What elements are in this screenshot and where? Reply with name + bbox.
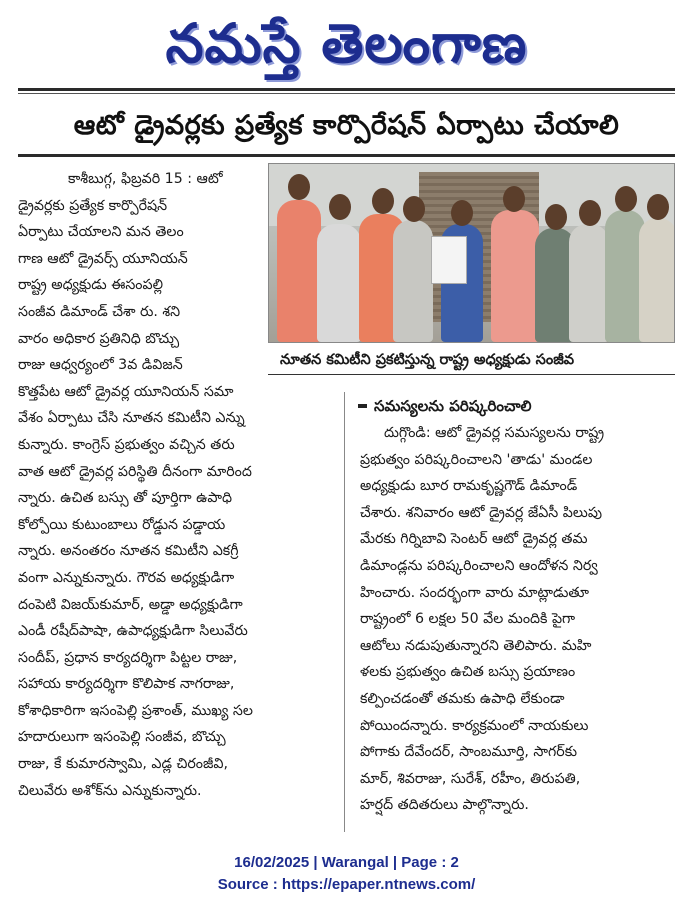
- photo-person: [277, 200, 321, 342]
- footer-source: Source : https://epaper.ntnews.com/: [217, 876, 476, 893]
- article-text-line: రాష్ట్ర అధ్యక్షుడు ఈసంపల్లి: [18, 277, 163, 294]
- photo-person-head: [403, 196, 425, 222]
- article-headline: ఆటో డ్రైవర్లకు ప్రత్యేక కార్పొరేషన్ ఏర్పాటు చేయాలి: [73, 110, 620, 141]
- masthead-rule: [18, 88, 675, 91]
- photo-person-head: [615, 186, 637, 212]
- article-text-line: ఏర్పాటు చేయాలని మన తెలం: [18, 224, 184, 241]
- article-text-line: చేశారు. శనివారం ఆటో డ్రైవర్ల జేఏసీ పిలుపు: [360, 504, 602, 521]
- masthead-title: నమస్తే తెలంగాణ: [165, 11, 528, 75]
- photo-person: [569, 224, 609, 342]
- article-text-line: అధ్యక్షుడు బూర రామకృష్ణగౌడ్ డిమాండ్: [360, 478, 578, 495]
- article-text-line: దంపెటి విజయ్‌కుమార్, అడ్డా అధ్యక్షుడిగా: [18, 596, 243, 613]
- article-text-line: హించారు. సందర్భంగా వారు మాట్లాడుతూ: [360, 584, 589, 601]
- footer-date: 16/02/2025: [234, 854, 310, 871]
- article-text-line: సందీప్, ప్రధాన కార్యదర్శిగా పిట్టల రాజు,: [18, 649, 238, 666]
- footer-edition-info: [0, 852, 693, 874]
- article-text-line: మార్, శివరాజు, సురేశ్, రహీం, తిరుపతి,: [360, 770, 581, 787]
- article-text-line: వాత ఆటో డ్రైవర్ల పరిస్థితి దీనంగా మారింద: [18, 463, 252, 480]
- article-text-line: సహాయ కార్యదర్శిగా కొలిపాక నాగరాజు,: [18, 676, 235, 693]
- footer-page: Page : 2: [401, 854, 459, 871]
- sub-article-heading: సమస్యలను పరిష్కరించాలి: [374, 394, 674, 418]
- right-article-column: [360, 420, 675, 840]
- article-text-line: ఎండీ రషీద్‌పాషా, ఉపాధ్యక్షుడిగా సిలువేరు: [18, 623, 248, 640]
- article-text-line: కోశాధికారిగా ఇసంపెల్లి ప్రశాంత్, ముఖ్య సల: [18, 702, 253, 719]
- article-text-line: కున్నారు. కాంగ్రెస్ ప్రభుత్వం వచ్చిన తరు: [18, 436, 235, 453]
- article-text-line: వంగా ఎన్నుకున్నారు. గౌరవ అధ్యక్షుడిగా: [18, 569, 235, 586]
- article-text-line: న్నారు. అనంతరం నూతన కమిటీని ఎకగ్రీ: [18, 543, 239, 560]
- article-text-line: కొత్తపేట ఆటో డ్రైవర్ల యూనియన్ సమా: [18, 383, 234, 400]
- photo-person-head: [579, 200, 601, 226]
- photo-person: [317, 224, 361, 342]
- masthead-rule-thin: [18, 93, 675, 94]
- article-text-line: సంజీవ డిమాండ్ చేశా రు. శని: [18, 303, 181, 320]
- article-text-line: రాష్ట్రంలో 6 లక్షల 50 వేల మందికి పైగా: [360, 611, 576, 628]
- column-divider: [344, 392, 345, 832]
- article-text-line: దుగ్గొండి: ఆటో డ్రైవర్ల సమస్యలను రాష్ట్ర: [384, 425, 605, 441]
- photo-person-head: [451, 200, 473, 226]
- article-text-line: కోల్పోయి కుటుంబాలు రోడ్డున పడ్డాయ: [18, 516, 226, 533]
- footer-separator: |: [313, 854, 322, 871]
- article-text-line: పోగాకు దేవేందర్, సాంబమూర్తి, సాగర్‌కు: [360, 744, 578, 761]
- photo-caption: నూతన కమిటీని ప్రకటిస్తున్న రాష్ట్ర అధ్యక్షుడు సంజీవ: [268, 345, 675, 375]
- photo-person-head: [372, 188, 394, 214]
- article-text-line: వారం అధికార ప్రతినిధి బొచ్చు: [18, 330, 180, 347]
- article-text-line: రాజు ఆధ్వర్యంలో 3వ డివిజన్: [18, 357, 183, 374]
- article-text-line: వేశం ఏర్పాటు చేసి నూతన కమిటీని ఎన్ను: [18, 410, 245, 427]
- headline-rule: [18, 154, 675, 157]
- article-text-line: న్నారు. ఉచిత బస్సు తో పూర్తిగా ఉపాధి: [18, 490, 233, 507]
- article-text-line: ప్రభుత్వం పరిష్కరించాలని 'తాడు' మండల: [360, 451, 593, 468]
- article-text-line: రాజు, కే కుమారస్వామి, ఎడ్ల చిరంజీవి,: [18, 756, 228, 773]
- photo-person-head: [545, 204, 567, 230]
- article-text-line: డ్రైవర్లకు ప్రత్యేక కార్పొరేషన్: [18, 197, 168, 214]
- article-text-line: హదారులుగా ఇసంపెల్లి సంజీవ, బొచ్చు: [18, 729, 226, 746]
- photo-person: [639, 218, 675, 342]
- article-text-line: కల్పించడంతో తమకు ఉపాధి లేకుండా: [360, 690, 565, 707]
- photo-person: [393, 220, 433, 342]
- photo-person-head: [503, 186, 525, 212]
- footer-city: Warangal: [321, 854, 389, 871]
- photo-person: [491, 210, 539, 342]
- footer-separator: |: [392, 854, 402, 871]
- article-text-line: పోయిందన్నారు. కార్యక్రమంలో నాయకులు: [360, 717, 589, 734]
- newspaper-masthead: [0, 6, 693, 80]
- article-text-line: ఆటోలు నడుపుతున్నారని తెలిపారు. మహి: [360, 637, 592, 654]
- article-text-line: చిలువేరు అశోక్‌ను ఎన్నుకున్నారు.: [18, 782, 202, 799]
- article-text-line: ళలకు ప్రభుత్వం ఉచిత బస్సు ప్రయాణం: [360, 664, 576, 681]
- article-text-line: డిమాండ్లను పరిష్కరించాలని ఆందోళన నిర్వ: [360, 557, 598, 574]
- article-text-line: హర్షద్ తదితరులు పాల్గొన్నారు.: [360, 797, 529, 814]
- photo-person-head: [329, 194, 351, 220]
- photo-document-paper: [431, 236, 467, 284]
- article-text-line: మేరకు గిర్నిబావి సెంటర్ ఆటో డ్రైవర్ల తమ: [360, 531, 588, 548]
- article-text-line: కాశీబుగ్గ, ఫిబ్రవరి 15 : ఆటో: [68, 171, 223, 187]
- article-text-line: గాణ ఆటో డ్రైవర్స్ యూనియన్: [18, 250, 188, 267]
- photo-person-head: [647, 194, 669, 220]
- photo-person-head: [288, 174, 310, 200]
- article-photo: [268, 163, 675, 343]
